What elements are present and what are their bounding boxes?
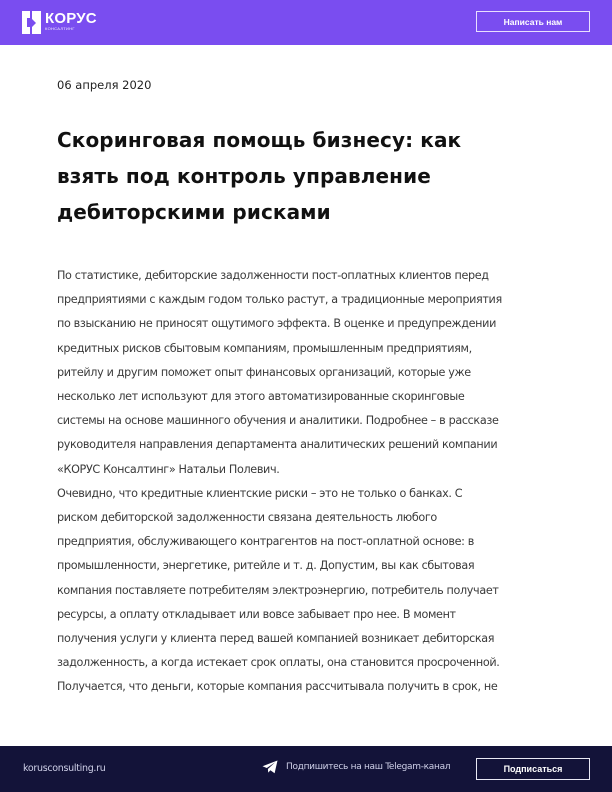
article-title [57, 122, 527, 230]
title-line: взять под контроль управление [57, 164, 431, 188]
body-line: По статистике, дебиторские задолженности пост-оплатных клиентов перед [57, 269, 489, 282]
site-header [0, 0, 612, 45]
body-line: предприятия, обслуживающего контрагентов на пост-оплатной основе: в [57, 535, 474, 549]
site-footer [0, 746, 612, 792]
korus-logo-icon [22, 11, 41, 34]
article-date: 06 апреля 2020 [57, 78, 152, 92]
body-line: получения услуги у клиента перед вашей компанией возникает дебиторская [57, 632, 495, 646]
telegram-text: Подпишитесь на наш Telegam-канал [286, 762, 451, 772]
body-line: промышленности, энергетике, ритейле и т. д. Допустим, вы как сбытовая [57, 559, 475, 573]
body-line: по взысканию не приносят ощутимого эффекта. В оценке и предупреждении [57, 317, 496, 331]
body-line: Очевидно, что кредитные клиентские риски – это не только о банках. С [57, 486, 463, 500]
body-line: несколько лет используют для этого автоматизированные скоринговые [57, 390, 465, 404]
body-line: ритейлу и другим поможет опыт финансовых организаций, которые уже [57, 365, 471, 379]
body-line: риском дебиторской задолженности связана деятельность любого [57, 511, 437, 525]
korus-logo[interactable] [22, 11, 97, 34]
body-line: «КОРУС Консалтинг» Натальи Полевич. [57, 462, 280, 476]
logo-subtitle: КОНСАЛТИНГ [45, 26, 75, 31]
body-line: системы на основе машинного обучения и аналитики. Подробнее – в рассказе [57, 414, 499, 428]
article-body [57, 264, 557, 700]
logo-name: КОРУС [45, 10, 97, 27]
body-line: предприятиями с каждым годом только растут, а традиционные мероприятия [57, 293, 502, 307]
subscribe-button[interactable]: Подписаться [476, 758, 590, 780]
telegram-plane-icon [262, 760, 278, 774]
body-line: Получается, что деньги, которые компания рассчитывала получить в срок, не [57, 680, 498, 694]
body-line: кредитных рисков сбытовым компаниям, промышленным предприятиям, [57, 341, 472, 355]
contact-us-button[interactable]: Написать нам [476, 11, 590, 32]
title-line: дебиторскими рисками [57, 200, 331, 224]
telegram-link[interactable] [262, 760, 450, 774]
body-line: ресурсы, а оплату откладывает или вовсе забывает про нее. В момент [57, 607, 456, 621]
title-line: Скоринговая помощь бизнесу: как [57, 128, 462, 152]
body-line: компания поставляете потребителям электроэнергию, потребитель получает [57, 583, 499, 597]
site-link[interactable]: korusconsulting.ru [23, 763, 106, 774]
body-line: задолженность, а когда истекает срок оплаты, она становится просроченной. [57, 656, 500, 670]
body-line: руководителя направления департамента аналитических решений компании [57, 438, 498, 452]
